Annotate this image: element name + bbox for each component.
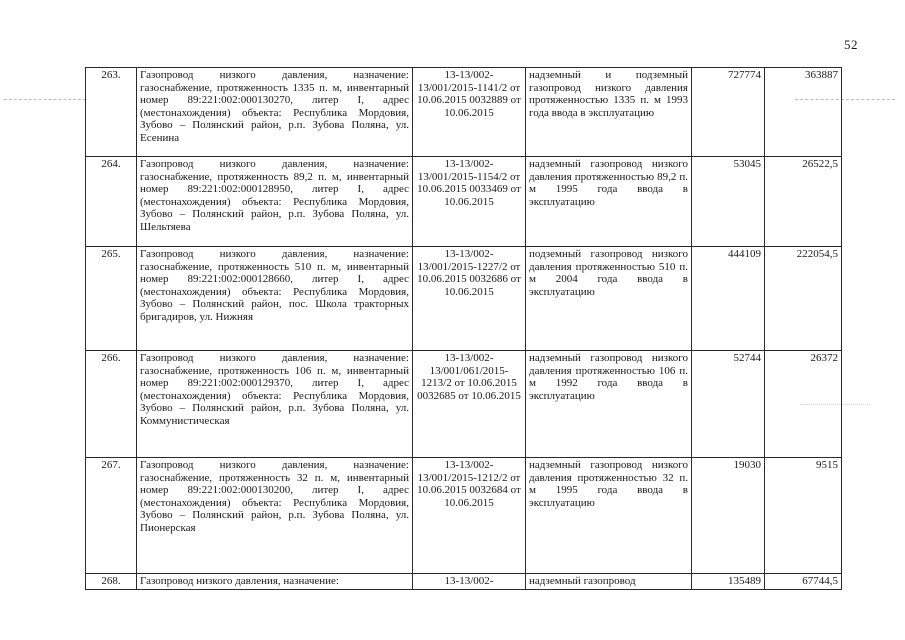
object-characteristics: надземный газопровод низкого давления протяженностью 106 п. м 1992 года ввода в эксплуатацию <box>526 351 692 458</box>
object-characteristics: надземный газопровод низкого давления протяженностью 32 п. м 1995 года ввода в эксплуатацию <box>526 458 692 574</box>
book-value: 135489 <box>692 574 765 590</box>
row-number: 266. <box>86 351 137 458</box>
row-number: 263. <box>86 68 137 157</box>
residual-value: 26372 <box>765 351 842 458</box>
registration-record: 13-13/002-13/001/061/2015-1213/2 от 10.06.2015 0032685 от 10.06.2015 <box>413 351 526 458</box>
object-description: Газопровод низкого давления, назначение: газоснабжение, протяженность 106 п. м, инвентарный номер 89:221:002:000129370, литер I, адрес (местонахождения) объекта: Республика Мордовия, Зубово – Полянский район, р.п. Зубова Поляна, ул. Коммунистическая <box>137 351 413 458</box>
registration-record: 13-13/002-13/001/2015-1141/2 от 10.06.2015 0032889 от 10.06.2015 <box>413 68 526 157</box>
residual-value: 363887 <box>765 68 842 157</box>
object-characteristics: надземный газопровод <box>526 574 692 590</box>
object-description: Газопровод низкого давления, назначение: газоснабжение, протяженность 1335 п. м, инвентарный номер 89:221:002:000130270, литер I, адрес (местонахождения) объекта: Республика Мордовия, Зубово – Полянский район, р.п. Зубова Поляна, ул. Есенина <box>137 68 413 157</box>
table-row <box>86 458 842 574</box>
book-value: 727774 <box>692 68 765 157</box>
registration-record: 13-13/002-13/001/2015-1212/2 от 10.06.2015 0032684 от 10.06.2015 <box>413 458 526 574</box>
residual-value: 222054,5 <box>765 247 842 351</box>
property-registry-table <box>85 67 842 590</box>
residual-value: 9515 <box>765 458 842 574</box>
object-description: Газопровод низкого давления, назначение: газоснабжение, протяженность 510 п. м, инвентарный номер 89:221:002:000128660, литер I, адрес (местонахождения) объекта: Республика Мордовия, Зубово – Полянский район, пос. Школа тракторных бригадиров, ул. Нижняя <box>137 247 413 351</box>
object-description: Газопровод низкого давления, назначение: газоснабжение, протяженность 32 п. м, инвентарный номер 89:221:002:000130200, литер I, адрес (местонахождения) объекта: Республика Мордовия, Зубово – Полянский район, р.п. Зубова Поляна, ул. Пионерская <box>137 458 413 574</box>
book-value: 53045 <box>692 157 765 247</box>
residual-value: 67744,5 <box>765 574 842 590</box>
row-number: 265. <box>86 247 137 351</box>
object-characteristics: надземный и подземный газопровод низкого давления протяженностью 1335 п. м 1993 года ввода в эксплуатацию <box>526 68 692 157</box>
page-number: 52 <box>844 37 858 52</box>
table-row <box>86 574 842 590</box>
registration-record: 13-13/002-13/001/2015-1154/2 от 10.06.2015 0033469 от 10.06.2015 <box>413 157 526 247</box>
table-row <box>86 351 842 458</box>
object-characteristics: подземный газопровод низкого давления протяженностью 510 п. м 2004 года ввода в эксплуатацию <box>526 247 692 351</box>
table-row <box>86 68 842 157</box>
registration-record: 13-13/002- <box>413 574 526 590</box>
table-row <box>86 157 842 247</box>
object-description: Газопровод низкого давления, назначение: газоснабжение, протяженность 89,2 п. м, инвентарный номер 89:221:002:000128950, литер I, адрес (местонахождения) объекта: Республика Мордовия, Зубово – Полянский район, р.п. Зубова Поляна, ул. Шельтяева <box>137 157 413 247</box>
registration-record: 13-13/002-13/001/2015-1227/2 от 10.06.2015 0032686 от 10.06.2015 <box>413 247 526 351</box>
row-number: 268. <box>86 574 137 590</box>
row-number: 267. <box>86 458 137 574</box>
scan-artifact-line-left <box>4 99 86 100</box>
book-value: 444109 <box>692 247 765 351</box>
book-value: 19030 <box>692 458 765 574</box>
object-characteristics: надземный газопровод низкого давления протяженностью 89,2 п. м 1995 года ввода в эксплуатацию <box>526 157 692 247</box>
table-row <box>86 247 842 351</box>
row-number: 264. <box>86 157 137 247</box>
object-description: Газопровод низкого давления, назначение: <box>137 574 413 590</box>
book-value: 52744 <box>692 351 765 458</box>
residual-value: 26522,5 <box>765 157 842 247</box>
